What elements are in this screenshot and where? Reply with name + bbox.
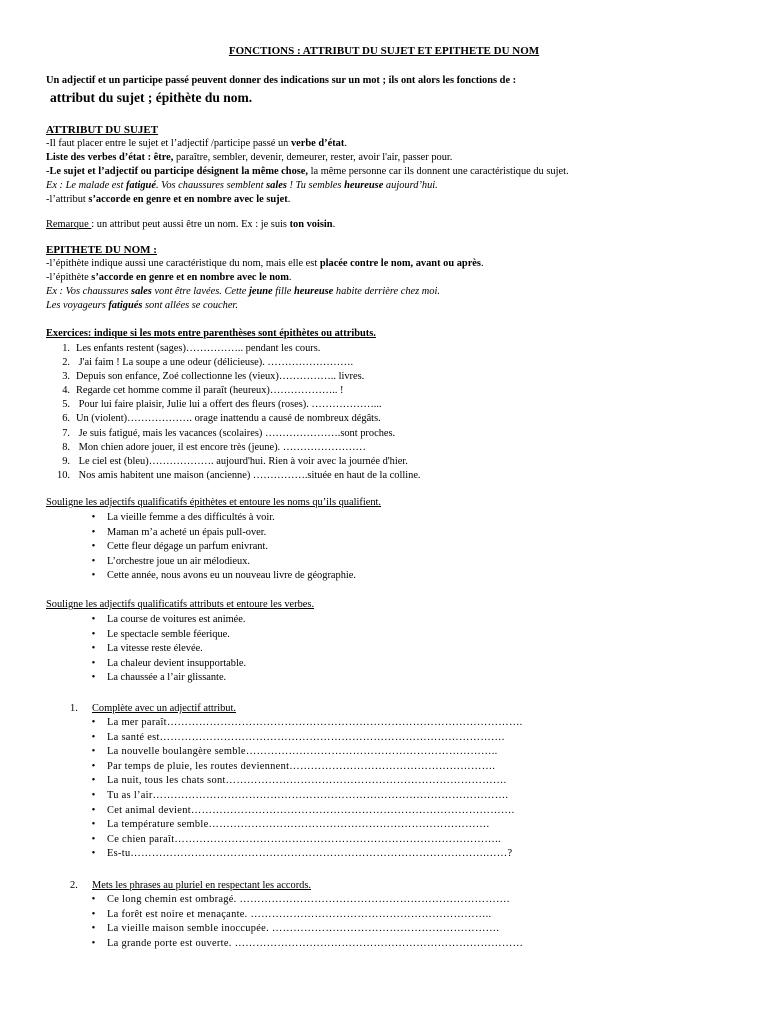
bullet-icon: • (91, 672, 96, 684)
bullet-icon: • (91, 657, 96, 669)
list-item: • La température semble……………………………………………………………………. (80, 818, 523, 833)
exercise-5-heading: 2. Mets les phrases au pluriel en respectant les accords. (70, 880, 311, 891)
list-item: • Es-tu……………………………………………………………………………………….……? (80, 847, 523, 862)
bullet-icon: • (91, 894, 96, 905)
intro-functions: attribut du sujet ; épithète du nom. (50, 90, 253, 105)
intro-line: Un adjectif et un participe passé peuvent donner des indications sur un mot ; ils ont alors les fonctions de : (46, 75, 517, 86)
bullet-icon: • (91, 614, 96, 625)
bullet-icon: • (91, 570, 96, 582)
list-item: • La chaussée a l’air glissante. (80, 671, 246, 686)
bullet-icon: • (91, 541, 96, 553)
list-item: • La santé est……………………………………………………………………………………. (80, 731, 523, 746)
list-item: • La mer paraît………………………………………………………………………………………. (80, 716, 523, 731)
list-item: • La grande porte est ouverte. ……………………………………………………………………… (80, 937, 523, 952)
bullet-icon: • (91, 628, 96, 640)
list-item: 4. Regarde cet homme comme il paraît (heureux)……………….. ! (62, 385, 344, 397)
list-item: • Tu as l’air………………………………………………………………………………………. (80, 789, 523, 804)
bullet-icon: • (91, 804, 96, 816)
list-item: 3. Depuis son enfance, Zoé collectionne les (vieux)…………….. livres. (62, 371, 365, 383)
list-item: • Le spectacle semble féerique. (80, 628, 246, 643)
list-item: • Ce long chemin est ombragé. …………………………………………………………………. (80, 893, 523, 908)
attribut-remark: Remarque : un attribut peut aussi être un nom. Ex : je suis ton voisin. (46, 219, 336, 230)
list-item: • La vieille femme a des difficultés à voir. (80, 511, 356, 526)
list-item: • La nouvelle boulangère semble…………………………………………………………….. (80, 745, 523, 760)
attribut-example: Ex : Le malade est fatigué. Vos chaussures semblent sales ! Tu sembles heureuse aujourd’hui. (46, 180, 438, 191)
list-item: • La vitesse reste élevée. (80, 642, 246, 657)
exercise-1-heading: Exercices: indique si les mots entre parenthèses sont épithètes ou attributs. (46, 328, 376, 339)
exercise-1-list (46, 342, 421, 483)
list-item: • La forêt est noire et menaçante. ………………………………………………………….. (80, 908, 523, 923)
bullet-icon: • (91, 937, 96, 949)
bullet-icon: • (91, 908, 96, 920)
list-item: 8. Mon chien adore jouer, il est encore très (jeune). …………………… (62, 441, 366, 453)
exercise-3-heading: Souligne les adjectifs qualificatifs attributs et entoure les verbes. (46, 599, 315, 610)
attribut-rule-1: -Il faut placer entre le sujet et l’adjectif /participe passé un verbe d’état. (46, 138, 347, 149)
list-item: 6. Un (violent)………………. orage inattendu a causé de nombreux dégâts. (62, 413, 381, 425)
bullet-icon: • (91, 746, 96, 758)
attribut-rule-2: -Le sujet et l’adjectif ou participe désignent la même chose, la même personne car ils donnent une caractéristique du sujet. (46, 166, 569, 177)
bullet-icon: • (91, 555, 96, 567)
list-item: • La chaleur devient insupportable. (80, 657, 246, 672)
list-item: • Cette fleur dégage un parfum enivrant. (80, 540, 356, 555)
bullet-icon: • (91, 643, 96, 655)
bullet-icon: • (91, 775, 96, 787)
list-item: 7. Je suis fatigué, mais les vacances (scolaires) ………………….sont proches. (62, 427, 396, 439)
exercise-4-heading: 1. Complète avec un adjectif attribut. (70, 703, 236, 714)
list-item: 2. J'ai faim ! La soupe a une odeur (délicieuse). ……………………. (62, 357, 354, 369)
list-item: 1. Les enfants restent (sages)…………….. pendant les cours. (62, 343, 321, 354)
list-item: 10. Nos amis habitent une maison (ancienne) …………….située en haut de la colline. (57, 469, 421, 481)
bullet-icon: • (91, 717, 96, 728)
list-item: • Cette année, nous avons eu un nouveau livre de géographie. (80, 569, 356, 584)
exercise-3-list (80, 613, 246, 686)
exercise-5-list (80, 893, 523, 951)
list-item: • Maman m’a acheté un épais pull-over. (80, 526, 356, 541)
list-item: • La course de voitures est animée. (80, 613, 246, 628)
bullet-icon: • (91, 526, 96, 538)
epithete-example-2: Les voyageurs fatigués sont allées se coucher. (46, 300, 238, 311)
list-item: • La nuit, tous les chats sont……………………………………………………………………. (80, 774, 523, 789)
epithete-rule-2: -l’épithète s’accorde en genre et en nombre avec le nom. (46, 272, 292, 283)
page-title: FONCTIONS : ATTRIBUT DU SUJET ET EPITHETE DU NOM (228, 45, 540, 57)
bullet-icon: • (91, 833, 96, 845)
bullet-icon: • (91, 512, 96, 523)
attribut-rule-3: -l’attribut s’accorde en genre et en nombre avec le sujet. (46, 194, 291, 205)
bullet-icon: • (91, 819, 96, 831)
list-item: • Cet animal devient………………………………………………………………………………. (80, 804, 523, 819)
list-item: • Par temps de pluie, les routes deviennent…………………………………………………. (80, 760, 523, 775)
bullet-icon: • (91, 731, 96, 743)
exercise-4-list (80, 716, 523, 862)
exercise-2-list (80, 511, 356, 584)
epithete-heading: EPITHETE DU NOM : (46, 244, 157, 256)
bullet-icon: • (91, 760, 96, 772)
epithete-rule-1: -l’épithète indique aussi une caractéristique du nom, mais elle est placée contre le nom, avant ou après. (46, 258, 484, 269)
epithete-example-1: Ex : Vos chaussures sales vont être lavées. Cette jeune fille heureuse habite derrière chez moi. (46, 286, 440, 297)
bullet-icon: • (91, 848, 96, 860)
bullet-icon: • (91, 923, 96, 935)
attribut-heading: ATTRIBUT DU SUJET (46, 124, 159, 136)
list-item: 9. Le ciel est (bleu)………………. aujourd'hui. Rien à voir avec la journée d'hier. (62, 455, 408, 467)
list-item: • La vieille maison semble inoccupée. ………………………………………………………. (80, 922, 523, 937)
bullet-icon: • (91, 789, 96, 801)
list-item: • Ce chien paraît……………………………………………………………………………….. (80, 833, 523, 848)
attribut-verb-list: Liste des verbes d’état : être, paraître, sembler, devenir, demeurer, rester, avoir l'air, passer pour. (46, 152, 453, 163)
exercise-2-heading: Souligne les adjectifs qualificatifs épithètes et entoure les noms qu’ils qualifient. (46, 497, 382, 508)
list-item: 5. Pour lui faire plaisir, Julie lui a offert des fleurs (roses). ………………... (62, 399, 382, 411)
list-item: • L’orchestre joue un air mélodieux. (80, 555, 356, 570)
